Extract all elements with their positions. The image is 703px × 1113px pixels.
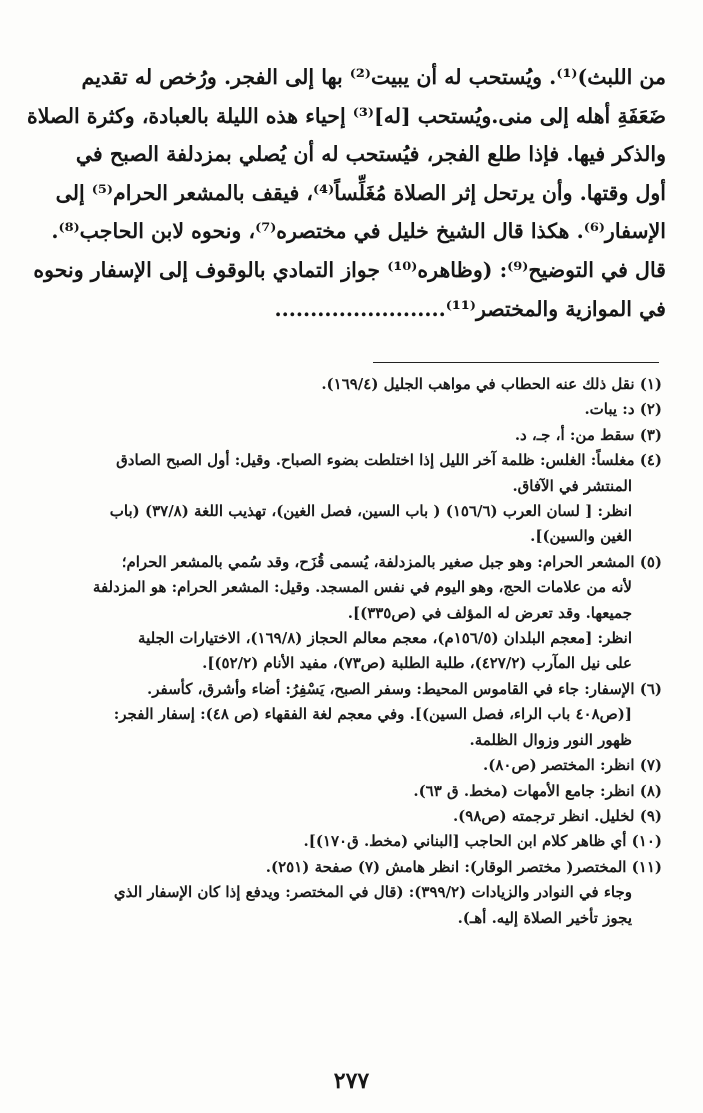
footnote-line: (٧) انظر: المختصر (ص٨٠).	[483, 756, 662, 775]
footnote-line: (٨) انظر: جامع الأمهات (مخط. ق ٦٣).	[413, 781, 662, 800]
footnote-7	[40, 753, 662, 778]
footnote-line: الغين والسين)].	[530, 527, 632, 546]
footnote-line: (٤) مغلساً: الغلس: ظلمة آخر الليل إذا اختلطت بضوء الصباح. وقيل: أول الصبح الصادق	[116, 451, 662, 470]
main-text-line: أول وقتها. وأن يرتحل إثر الصلاة مُغَلِّساً⁽⁴⁾، فيقف بالمشعر الحرام⁽⁵⁾ إلى	[55, 180, 666, 205]
footnote-10	[40, 829, 662, 854]
page-number: ٢٧٧	[333, 1068, 370, 1094]
main-text-line: من اللبث)⁽¹⁾. ويُستحب له أن يبيت⁽²⁾ بها إلى الفجر. ورُخص له تقديم	[81, 65, 666, 89]
main-text-line: في الموازية والمختصر⁽¹¹⁾........................	[274, 296, 666, 321]
footnote-line: (٣) سقط من: أ، جـ، د.	[514, 425, 662, 444]
footnote-separator	[373, 362, 659, 363]
footnote-1	[40, 372, 662, 397]
main-text-block	[26, 58, 666, 328]
footnote-5	[40, 550, 662, 677]
footnote-3	[40, 423, 662, 448]
footnote-line: [(ص٤٠٨ باب الراء، فصل السين)]. وفي معجم لغة الفقهاء (ص ٤٨): إسفار الفجر:	[113, 705, 632, 724]
footnote-line: (٩) لخليل. انظر ترجمته (ص٩٨).	[452, 806, 662, 825]
footnote-line: المنتشر في الآفاق.	[512, 476, 632, 495]
footnotes-block	[40, 372, 662, 931]
footnote-4	[40, 448, 662, 550]
footnote-6	[40, 677, 662, 753]
footnote-8	[40, 779, 662, 804]
footnote-line: (٥) المشعر الحرام: وهو جبل صغير بالمزدلفة، يُسمى قُزَح، وقد سُمي بالمشعر الحرام؛	[121, 552, 662, 571]
footnote-line: (١) نقل ذلك عنه الحطاب في مواهب الجليل (١٦٩/٤).	[321, 375, 662, 393]
footnote-11	[40, 855, 662, 931]
footnote-9	[40, 804, 662, 829]
footnote-line: (١١) المختصر( مختصر الوقار): انظر هامش (٧) صفحة (٢٥١).	[265, 857, 662, 876]
main-text-line: والذكر فيها. فإذا طلع الفجر، فيُستحب له أن يُصلي بمزدلفة الصبح في	[75, 142, 666, 167]
footnote-line: لأنه من علامات الحج، وهو اليوم في نفس المسجد. وقيل: المشعر الحرام: هو المزدلفة	[92, 578, 632, 597]
main-text-line: قال في التوضيح⁽⁹⁾: (وظاهره⁽¹⁰⁾ جواز التمادي بالوقوف إلى الإسفار ونحوه	[33, 257, 666, 282]
footnote-line: (٦) الإسفار: جاء في القاموس المحيط: وسفر الصبح، يَسْفِرُ: أضاء وأشرق، كأسفر.	[147, 679, 662, 698]
footnote-line: ظهور النور وزوال الظلمة.	[469, 730, 632, 749]
main-text-line: ضَعَفَةِ أهله إلى منى.ويُستحب [له]⁽³⁾ إحياء هذه الليلة بالعبادة، وكثرة الصلاة	[26, 103, 666, 128]
footnote-line: وجاء في النوادر والزيادات (٣٩٩/٢): (قال في المختصر: ويدفع إذا كان الإسفار الذي	[113, 883, 632, 902]
footnote-line: جميعها. وقد تعرض له المؤلف في (ص٣٣٥)].	[347, 603, 632, 622]
footnote-2	[40, 397, 662, 422]
footnote-line: على نيل المآرب (٤٢٧/٢)، طلبة الطلبة (ص٧٣)، مفيد الأنام (٥٢/٢)].	[202, 654, 632, 673]
footnote-line: (١٠) أي ظاهر كلام ابن الحاجب [البناني (مخط. ق١٧٠)].	[303, 832, 662, 851]
footnote-line: انظر: [ لسان العرب (١٥٦/٦) ( باب السين، فصل الغين)، تهذيب اللغة (٣٧/٨) (باب	[109, 502, 632, 521]
main-text-line: الإسفار⁽⁶⁾. هكذا قال الشيخ خليل في مختصره⁽⁷⁾، ونحوه لابن الحاجب⁽⁸⁾.	[51, 219, 666, 244]
footnote-line: (٢) د: يبات.	[584, 400, 662, 419]
footnote-line: انظر: [معجم البلدان (١٥٦/٥م)، معجم معالم الحجاز (١٦٩/٨)، الاختيارات الجلية	[138, 629, 632, 648]
footnote-line: يجوز تأخير الصلاة إليه. أهـ).	[457, 908, 632, 927]
